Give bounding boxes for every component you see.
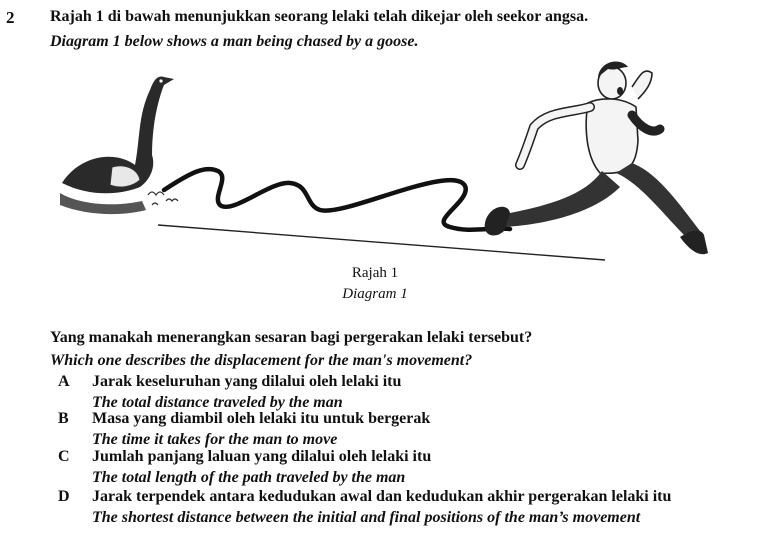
option-a-malay: Jarak keseluruhan yang dilalui oleh lelaki itu bbox=[92, 373, 402, 390]
option-c-english: The total length of the path traveled by the man bbox=[92, 469, 406, 486]
option-b-english: The time it takes for the man to move bbox=[92, 431, 338, 448]
option-c-letter: C bbox=[58, 448, 70, 465]
figure-caption-english: Diagram 1 bbox=[342, 286, 408, 302]
option-d-english: The shortest distance between the initial and final positions of the man’s movement bbox=[92, 509, 641, 526]
intro-malay: Rajah 1 di bawah menunjukkan seorang lelaki telah dikejar oleh seekor angsa. bbox=[50, 8, 589, 25]
option-d-malay: Jarak terpendek antara kedudukan awal dan kedudukan akhir pergerakan lelaki itu bbox=[92, 488, 672, 505]
option-b-letter: B bbox=[58, 410, 69, 427]
option-d-letter: D bbox=[58, 488, 70, 505]
option-c-malay: Jumlah panjang laluan yang dilalui oleh lelaki itu bbox=[92, 448, 432, 465]
path-curve bbox=[164, 169, 510, 230]
question-prompt-malay: Yang manakah menerangkan sesaran bagi pergerakan lelaki tersebut? bbox=[50, 329, 533, 346]
chase-illustration bbox=[40, 55, 770, 270]
option-a-letter: A bbox=[58, 373, 70, 390]
figure-caption-malay: Rajah 1 bbox=[351, 265, 399, 281]
dust-trail bbox=[148, 192, 178, 205]
intro-english: Diagram 1 below shows a man being chased by a goose. bbox=[50, 33, 419, 50]
question-number: 2 bbox=[6, 8, 15, 27]
man-figure bbox=[485, 62, 708, 255]
ground-line bbox=[158, 225, 605, 260]
option-a-english: The total distance traveled by the man bbox=[92, 394, 343, 411]
option-b-malay: Masa yang diambil oleh lelaki itu untuk bergerak bbox=[92, 410, 431, 427]
question-prompt-english: Which one describes the displacement for the man's movement? bbox=[50, 352, 473, 369]
